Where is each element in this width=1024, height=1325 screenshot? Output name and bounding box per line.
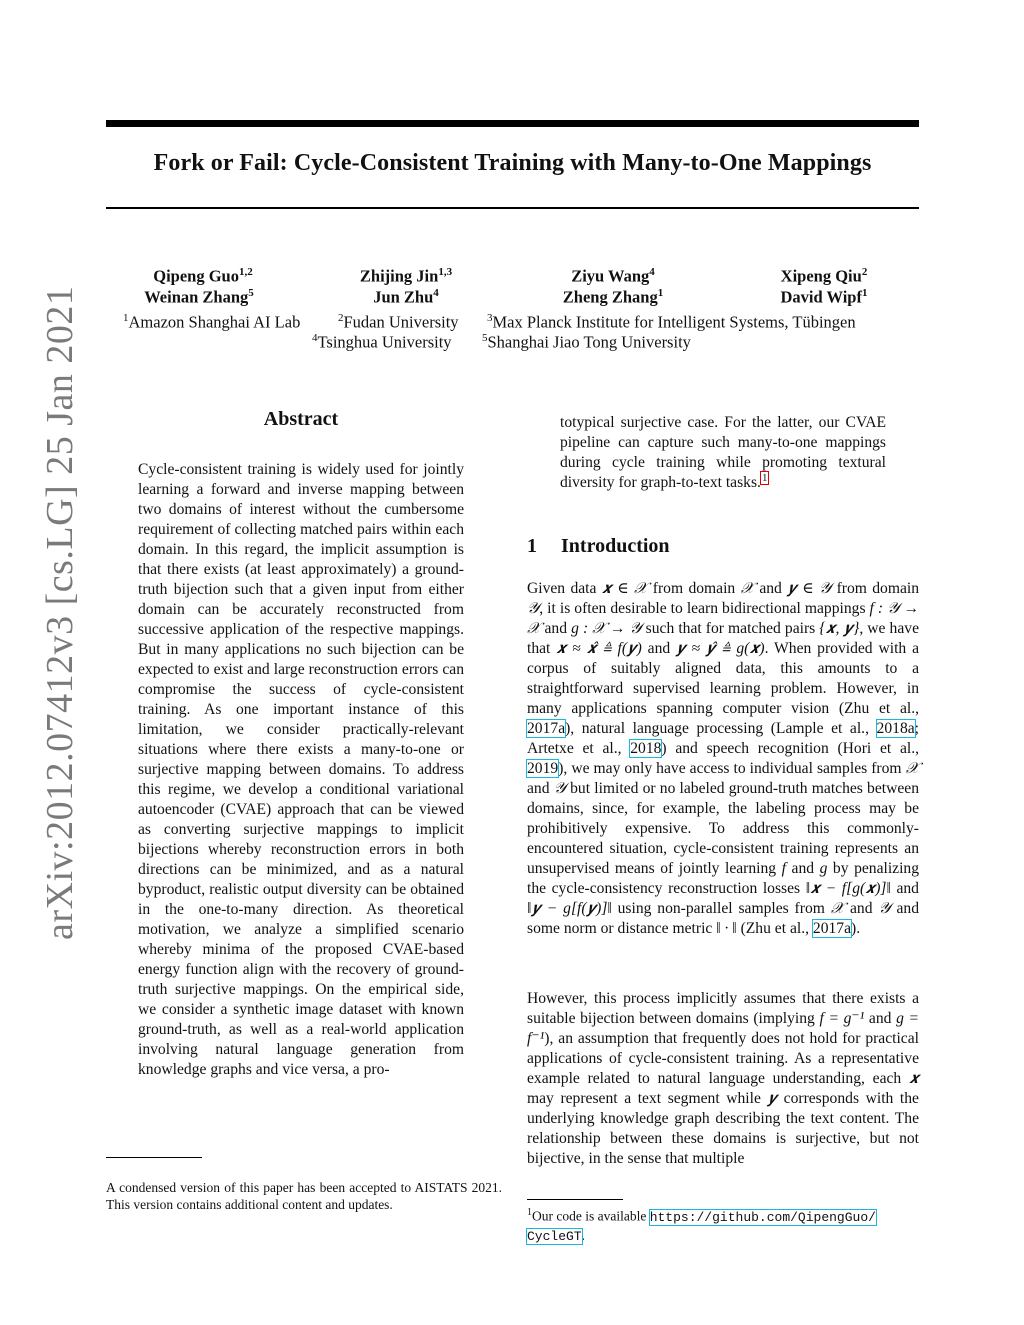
text: and bbox=[864, 1010, 897, 1027]
code-url-link[interactable]: https://github.com/QipengGuo/ bbox=[649, 1209, 876, 1225]
paper-title: Fork or Fail: Cycle-Consistent Training with Many-to-One Mappings bbox=[153, 150, 872, 176]
text: and some norm or distance metric bbox=[527, 900, 919, 937]
text: by penalizing the cycle-consistency reconstruction losses bbox=[527, 860, 920, 897]
author-name: Zheng Zhang bbox=[562, 287, 658, 307]
math: 𝒳 bbox=[905, 760, 919, 777]
text: corresponds with the underlying knowledge graph describing the text content. The relationship between these domains is surjective, but not bijective, in the sense that multiple bbox=[527, 1090, 919, 1167]
author-8 bbox=[714, 283, 934, 308]
text: However, this process implicitly assumes that there exists a suitable bijection between domains (implying bbox=[527, 990, 919, 1027]
affil-name: Max Planck Institute for Intelligent Systems, Tübingen bbox=[492, 312, 856, 332]
citation-link[interactable]: 2017a bbox=[527, 720, 566, 737]
text: , it is often desirable to learn bidirectional mappings bbox=[539, 600, 870, 617]
affiliation-2 bbox=[338, 312, 459, 333]
section-number: 1 bbox=[527, 535, 537, 557]
text: from domain bbox=[831, 580, 920, 597]
author-affil-sup: 5 bbox=[248, 287, 254, 299]
affiliation-5 bbox=[482, 332, 691, 353]
author-affil-sup: 2 bbox=[861, 266, 868, 278]
math: f : 𝒴 → 𝒳 bbox=[527, 600, 919, 637]
text: . When provided with a corpus of suitably aligned data, this amounts to a straightforward supervised learning problem. However, in many applications spanning computer vision (Zhu et al., bbox=[527, 640, 919, 717]
text: and bbox=[890, 880, 919, 897]
code-footnote bbox=[527, 1204, 919, 1246]
abstract-continuation bbox=[560, 413, 886, 493]
citation-link[interactable]: 2017a bbox=[812, 920, 852, 937]
citation-link[interactable]: 2018a bbox=[876, 720, 915, 737]
affil-name: Amazon Shanghai AI Lab bbox=[128, 312, 301, 332]
math: g = f⁻¹ bbox=[527, 1010, 920, 1047]
intro-paragraph-1 bbox=[527, 579, 919, 939]
author-name: Ziyu Wang bbox=[571, 266, 650, 286]
math: 𝒚 ≈ 𝒚̂ ≜ g(𝒙) bbox=[676, 640, 765, 657]
section-heading-introduction bbox=[527, 535, 670, 558]
math: 𝒴 bbox=[527, 600, 540, 617]
affiliation-3 bbox=[487, 312, 856, 333]
acceptance-footnote: A condensed version of this paper has been accepted to AISTATS 2021. This version contains additional content and updates. bbox=[106, 1180, 502, 1212]
affil-name: Fudan University bbox=[343, 312, 459, 332]
title-top-rule bbox=[106, 120, 919, 127]
text: and bbox=[844, 900, 879, 917]
author-name: David Wipf bbox=[780, 287, 862, 307]
author-affil-sup: 4 bbox=[433, 287, 439, 299]
affiliation-4 bbox=[312, 332, 452, 353]
footnote-link-1[interactable]: 1 bbox=[761, 471, 768, 484]
affil-sup: 2 bbox=[338, 312, 344, 324]
author-7 bbox=[503, 283, 723, 308]
text: ; Artetxe et al., bbox=[527, 720, 919, 757]
text: ) and speech recognition (Hori et al., bbox=[661, 740, 919, 757]
affil-sup: 4 bbox=[312, 332, 318, 344]
math: ‖𝒚 − g[f(𝒚)]‖ bbox=[527, 900, 612, 917]
text: and bbox=[641, 640, 677, 657]
math: 𝒚 ∈ 𝒴 bbox=[787, 580, 832, 597]
math: 𝒳 bbox=[740, 580, 754, 597]
math: 𝒴 bbox=[878, 900, 891, 917]
math: ‖ · ‖ bbox=[716, 920, 737, 937]
text: (Zhu et al., bbox=[736, 920, 813, 937]
affiliation-1 bbox=[123, 312, 300, 333]
affil-name: Shanghai Jiao Tong University bbox=[487, 332, 691, 352]
author-affil-sup: 4 bbox=[649, 266, 655, 278]
text: ), natural language processing (Lample et al., bbox=[565, 720, 877, 737]
author-name: Xipeng Qiu bbox=[780, 266, 862, 286]
footnote-rule-right bbox=[527, 1199, 623, 1200]
author-affil-sup: 1,3 bbox=[438, 266, 453, 278]
abstract-continuation-text: totypical surjective case. For the latter, our CVAE pipeline can capture such many-to-one mappings during cycle training while promoting textural diversity for graph-to-text tasks. bbox=[560, 414, 886, 491]
affil-name: Tsinghua University bbox=[317, 332, 452, 352]
abstract-text: Cycle-consistent training is widely used for jointly learning a forward and inverse mapping between two domains of interest without the cumbersome requirement of collecting matched pairs within each domain. In this regard, the implicit assumption is that there exists (at least approximately) a ground-truth bijection such that a given input from either domain can be accurately reconstructed from successive application of the respective mappings. But in many applications no such bijection can be expected to exist and large reconstruction errors can compromise the success of cycle-consistent training. As one important instance of this limitation, we consider practically-relevant situations where there exists a many-to-one or surjective mapping between domains. To address this regime, we develop a conditional variational autoencoder (CVAE) approach that can be viewed as converting surjective mappings to implicit bijections whereby reconstruction errors in both directions can be minimized, and as a natural byproduct, realistic output diversity can be obtained in the one-to-many direction. As theoretical motivation, we analyze a simplified scenario whereby minima of the proposed CVAE-based energy function align with the recovery of ground-truth surjective mappings. On the empirical side, we consider a synthetic image dataset with known ground-truth, as well as a real-world application involving natural language generation from knowledge graphs and vice versa, a pro- bbox=[138, 461, 464, 1078]
author-affil-sup: 1,2 bbox=[238, 266, 253, 278]
citation-link[interactable]: 2018 bbox=[630, 740, 662, 757]
affil-sup: 5 bbox=[482, 332, 488, 344]
math: {𝒙, 𝒚} bbox=[819, 620, 860, 637]
math: g bbox=[819, 860, 828, 877]
section-title: Introduction bbox=[561, 535, 670, 557]
text: ), an assumption that frequently does not hold for practical applications of cycle-consistent training. As a representative example related to natural language understanding, each bbox=[527, 1030, 919, 1087]
math: 𝒙 ≈ 𝒙̂ ≜ f(𝒚) bbox=[556, 640, 642, 657]
math: f = g⁻¹ bbox=[819, 1010, 865, 1027]
math: 𝒴 bbox=[553, 780, 566, 797]
author-name: Weinan Zhang bbox=[144, 287, 249, 307]
math: f bbox=[781, 860, 786, 877]
author-affil-sup: 1 bbox=[861, 287, 868, 299]
text: but limited or no labeled ground-truth matches between domains, since, for example, the labeling process may be prohibitively expensive. To address this commonly-encountered situation, cycle-consistent training represents an unsupervised means of jointly learning bbox=[527, 780, 919, 877]
text: and bbox=[754, 580, 788, 597]
text: Given data bbox=[527, 580, 602, 597]
intro-paragraph-2 bbox=[527, 989, 919, 1169]
text: ), we may only have access to individual samples from bbox=[558, 760, 906, 777]
author-name: Zhijing Jin bbox=[359, 266, 439, 286]
author-5 bbox=[89, 283, 309, 308]
footnote-end: . bbox=[581, 1227, 585, 1243]
abstract-heading: Abstract bbox=[263, 408, 339, 430]
author-6 bbox=[296, 283, 516, 308]
affil-sup: 3 bbox=[487, 312, 493, 324]
title-bottom-rule bbox=[106, 207, 919, 209]
footnote-text: Our code is available bbox=[532, 1208, 650, 1224]
text: using non-parallel samples from bbox=[611, 900, 831, 917]
math: 𝒚 bbox=[767, 1090, 778, 1107]
footnote-number: 1 bbox=[527, 1207, 532, 1218]
text: from domain bbox=[647, 580, 741, 597]
text: and bbox=[527, 780, 554, 797]
text: such that for matched pairs bbox=[641, 620, 820, 637]
footnote-rule-left bbox=[106, 1157, 202, 1158]
author-name: Jun Zhu bbox=[373, 287, 434, 307]
math: 𝒙 ∈ 𝒳 bbox=[601, 580, 648, 597]
math: g : 𝒳 → 𝒴 bbox=[571, 620, 642, 637]
math: ‖𝒙 − f[g(𝒙)]‖ bbox=[805, 880, 891, 897]
text: ). bbox=[851, 920, 861, 937]
math: 𝒳 bbox=[830, 900, 845, 917]
text: may represent a text segment while bbox=[527, 1090, 768, 1107]
math: 𝒙 bbox=[908, 1070, 919, 1087]
text: , we have that bbox=[527, 620, 919, 657]
author-name: Qipeng Guo bbox=[153, 266, 239, 286]
citation-link[interactable]: 2019 bbox=[527, 760, 559, 777]
affil-sup: 1 bbox=[123, 312, 129, 324]
text: and bbox=[540, 620, 572, 637]
arxiv-identifier: arXiv:2012.07412v3 [cs.LG] 25 Jan 2021 bbox=[39, 285, 81, 940]
code-url-link-continued[interactable]: CycleGT bbox=[527, 1228, 582, 1244]
text: and bbox=[785, 860, 820, 877]
author-affil-sup: 1 bbox=[657, 287, 664, 299]
